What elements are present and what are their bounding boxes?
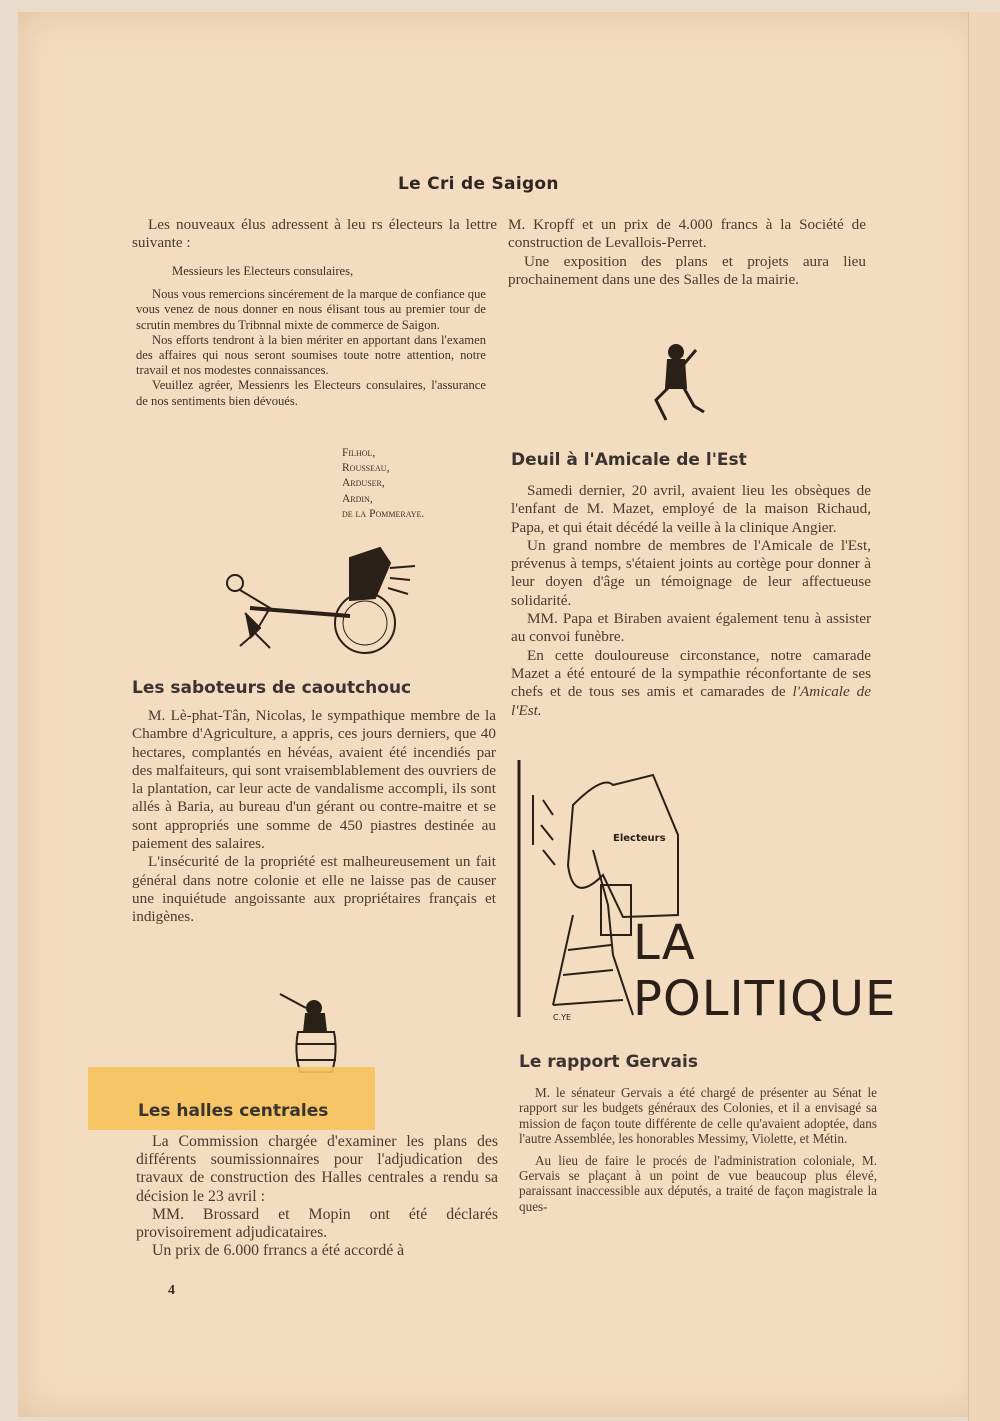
masthead: Le Cri de Saigon [398,174,559,194]
halles-continuation [508,216,866,289]
article-paragraph: L'insécurité de la propriété est malheureusement un fait général dans notre colonie et elle ne laisse pas de causer une inquiétude angoissante aux propriétaires français et indigènes. [132,853,496,926]
article-paragraph: Samedi dernier, 20 avril, avaient lieu les obsèques de l'enfant de M. Mazet, employé de la maison Richaud, Papa, et qui était décédé la veille à la clinique Angier. [511,482,871,536]
signatures [342,446,424,522]
signature: Rousseau, [342,462,390,475]
salutation: Messieurs les Electeurs consulaires, [172,264,354,278]
deuil-title: Deuil à l'Amicale de l'Est [511,450,747,470]
gervais-article [519,1085,877,1214]
halles-article [136,1133,498,1260]
article-paragraph: En cette douloureuse circonstance, notre camarade Mazet a été entouré de la sympathie réconfortante de ses chefs et de tous ses amis et camarades de l'Amicale de l'Est. [511,646,872,719]
article-paragraph: Un grand nombre de membres de l'Amicale de l'Est, prévenus à temps, s'étaient joints au cortège pour donner à leur doyen d'âge un témoignage de leur affectueuse solidarité. [511,536,871,609]
artist-signature: C.YE [553,1013,572,1022]
rickshaw-illustration [210,538,420,660]
article-paragraph: M. le sénateur Gervais a été chargé de présenter au Sénat le rapport sur les budgets généraux des Colonies, et il a envisagé sa mission de façon toute différente de celle qu'avaient adoptée, dans l'autre Assemblée, les honorables Messimy, Violette, et Métin. [519,1085,877,1147]
amicale-italic: l'Amicale de l'Est. [511,683,872,719]
letter-paragraph: Nos efforts tendront à la bien mériter en apportant dans l'examen des affaires qui nous seront soumises toute notre attention, notre travail et nos modestes connaissances. [136,332,486,378]
halles-title: Les halles centrales [138,1101,329,1121]
signature: de la Pommeraye. [342,507,425,520]
electeurs-letter [136,264,486,409]
gervais-title: Le rapport Gervais [519,1052,698,1072]
letter-paragraph: Nous vous remercions sincérement de la marque de confiance que vous venez de nous donner en nous élisant tous au premier tour de scrutin membres du Tribnnal mixte de commerce de Saigon. [136,287,486,332]
electeurs-intro [132,216,497,253]
article-paragraph: Une exposition des plans et projets aura lieu prochainement dans une des Salles de la mairie. [508,252,866,288]
article-paragraph: La Commission chargée d'examiner les plans des différents soumissionnaires pour l'adjudication des travaux de construction des Halles centrales a rendu sa décision le 23 avril : [136,1133,498,1205]
signature: Arduser, [342,477,385,490]
saboteurs-title: Les saboteurs de caoutchouc [132,678,412,698]
signature: Filhol, [342,447,376,459]
intro-paragraph: Les nouveaux élus adressent à leu rs électeurs la lettre suivante : [132,216,497,252]
article-paragraph: MM. Papa et Biraben avaient également tenu à assister au convoi funèbre. [511,610,871,646]
article-paragraph: M. Kropff et un prix de 4.000 francs à la Société de construction de Levallois-Perret. [508,216,866,252]
article-paragraph: Au lieu de faire le procés de l'administration coloniale, M. Gervais se plaçant à un point de vue beaucoup plus élevé, paraissant inaccessible aux députés, a traité de façon magistrale la ques- [519,1152,877,1214]
dancing-figure-illustration [648,340,708,426]
letter-paragraph: Veuillez agréer, Messienrs les Electeurs consulaires, l'assurance de nos sentiments bien dévoués. [136,378,486,408]
poster-text: Electeurs [613,833,666,844]
politique-illustration [513,755,897,1027]
article-paragraph: Un prix de 6.000 frrancs a été accordé à [152,1242,405,1260]
article-paragraph: MM. Brossard et Mopin ont été déclarés provisoirement adjudicataires. [136,1205,498,1242]
politique-lettering: LA POLITIQUE [633,915,897,1027]
signature: Ardin, [342,492,373,505]
saboteurs-article [132,707,496,927]
deuil-article [511,482,871,720]
page-number: 4 [168,1283,175,1298]
article-paragraph: M. Lè-phat-Tân, Nicolas, le sympathique membre de la Chambre d'Agriculture, a appris, ces jours derniers, que 40 hectares, complantés en hévéas, avaient été incendiés par des malfaiteurs, qui sont vraisemblablement des ouvriers de la plantation, car leur acte de vandalisme accompli, ils sont allés à Baria, au bureau d'un gérant ou contre-maitre et se sont appropriés une somme de 450 piastres destinée au paiement des salaires. [132,707,496,853]
page-edge [968,12,1000,1421]
